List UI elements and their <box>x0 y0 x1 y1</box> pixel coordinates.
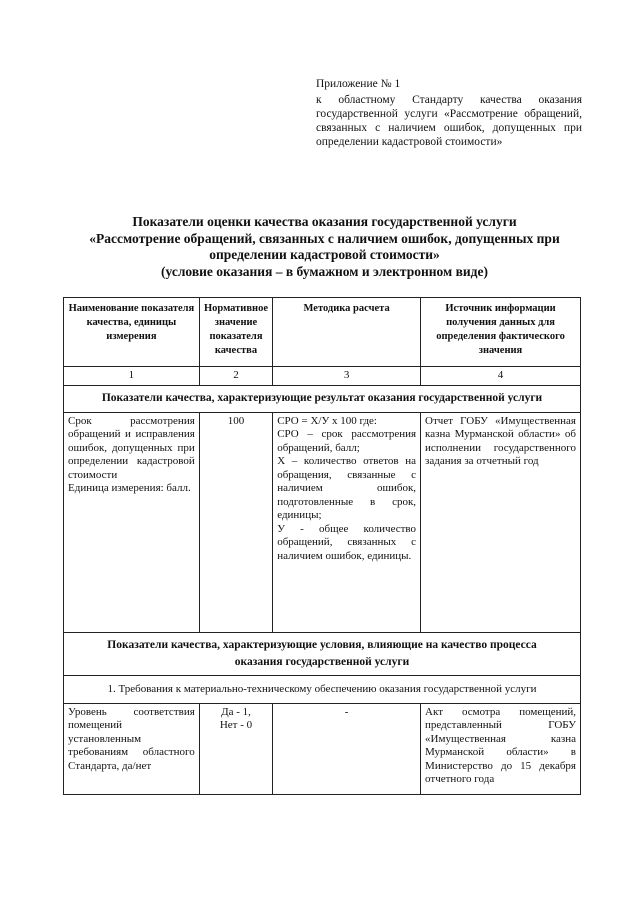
method-formula: СРО = Х/У х 100 где: <box>277 414 377 427</box>
indicator-name: Уровень соответствия помещений установленным требованиям областного Стандарта, да/нет <box>64 703 200 794</box>
table-row <box>64 703 581 794</box>
section-conditions-title: Показатели качества, характеризующие условия, влияющие на качество процесса оказания государственной услуги <box>64 632 581 675</box>
table-row <box>64 412 581 632</box>
heading-line-2: «Рассмотрение обращений, связанных с наличием ошибок, допущенных при <box>89 230 560 246</box>
norm-cell <box>199 703 272 794</box>
header-source: Источник информации получения данных для определения фактического значения <box>421 298 581 367</box>
section-row <box>64 386 581 413</box>
subsection-row <box>64 675 581 703</box>
annex-text: к областному Стандарту качества оказания государственной услуги «Рассмотрение обращений, связанных с наличием ошибок, допущенных при определении кадастровой стоимости» <box>316 94 582 148</box>
source-cell: Отчет ГОБУ «Имущественная казна Мурманской области» об исполнении государственного задания за отчетный год <box>421 412 581 632</box>
heading-line-3: определении кадастровой стоимости» <box>209 247 440 262</box>
norm-no: Нет - 0 <box>219 719 253 731</box>
column-number-row <box>64 367 581 386</box>
header-norm: Нормативное значение показателя качества <box>199 298 272 367</box>
norm-yes: Да - 1, <box>221 705 251 718</box>
header-row <box>64 298 581 367</box>
indicator-unit: Единица измерения: балл. <box>68 482 191 494</box>
heading-line-4: (условие оказания – в бумажном и электронном виде) <box>161 263 488 279</box>
norm-value: 100 <box>199 412 272 632</box>
heading-line-1: Показатели оценки качества оказания государственной услуги <box>132 214 517 229</box>
document-heading <box>62 214 587 280</box>
method-value: - <box>273 703 421 794</box>
indicator-name: Срок рассмотрения обращений и исправления ошибок, допущенных при определении кадастровой стоимости <box>68 414 195 481</box>
annex-title: Приложение № 1 <box>316 78 401 90</box>
section-row <box>64 632 581 675</box>
subsection-title: 1. Требования к материально-техническому обеспечению оказания государственной услуги <box>64 675 581 703</box>
col-number: 3 <box>273 367 421 386</box>
col-number: 1 <box>64 367 200 386</box>
method-cell <box>273 412 421 632</box>
header-name: Наименование показателя качества, единицы измерения <box>64 298 200 367</box>
method-var-x: Х – количество ответов на обращения, связанные с наличием ошибок, подготовленные в срок, единицы; <box>277 455 417 521</box>
col-number: 2 <box>199 367 272 386</box>
source-cell: Акт осмотра помещений, представленный ГОБУ «Имущественная казна Мурманской области» в Министерство до 15 декабря отчетного года <box>421 703 581 794</box>
method-var-sro: СРО – срок рассмотрения обращений, балл; <box>277 428 417 454</box>
section-result-title: Показатели качества, характеризующие результат оказания государственной услуги <box>64 386 581 413</box>
quality-indicators-table <box>63 297 581 795</box>
indicator-name-cell <box>64 412 200 632</box>
method-var-y: У - общее количество обращений, связанных с наличием ошибок, единицы. <box>277 522 417 562</box>
col-number: 4 <box>421 367 581 386</box>
annex-note <box>316 77 582 149</box>
header-method: Методика расчета <box>273 298 421 367</box>
